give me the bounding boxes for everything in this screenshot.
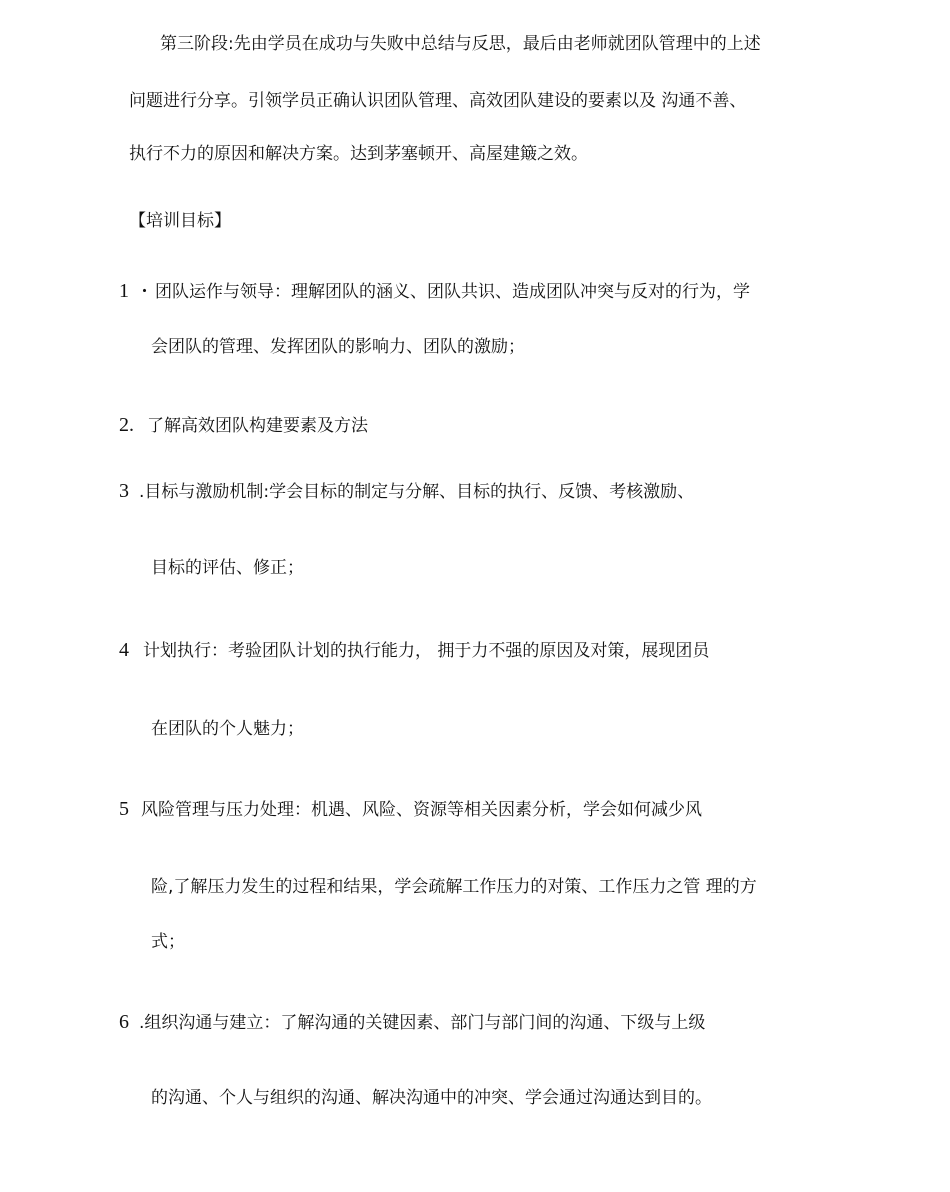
- item-5-line-1: 风险管理与压力处理：机遇、风险、资源等相关因素分析，学会如何减少风: [141, 800, 702, 820]
- intro-line-1: 第三阶段:先由学员在成功与失败中总结与反思，最后由老师就团队管理中的上述: [160, 34, 761, 54]
- intro-line-3: 执行不力的原因和解决方案。达到茅塞顿开、高屋建簸之效。: [129, 144, 588, 164]
- item-4-line-2: 在团队的个人魅力；: [151, 719, 304, 739]
- item-6-line-1: .组织沟通与建立：了解沟通的关键因素、部门与部门间的沟通、下级与上级: [139, 1013, 706, 1033]
- item-5-line-3: 式；: [151, 932, 185, 952]
- item-4-number: 4: [119, 639, 129, 661]
- intro-line-2: 问题进行分享。引领学员正确认识团队管理、高效团队建设的要素以及 沟通不善、: [129, 91, 747, 111]
- item-5-number: 5: [119, 798, 129, 820]
- item-3-line-2: 目标的评估、修正；: [151, 558, 304, 578]
- item-2-line-1: 了解高效团队构建要素及方法: [147, 416, 368, 436]
- item-3-line-1: .目标与激励机制:学会目标的制定与分解、目标的执行、反馈、考核激励、: [139, 482, 695, 502]
- item-3-number: 3: [119, 480, 129, 502]
- item-1-separator: ・: [136, 282, 153, 302]
- item-4-line-1: 计划执行：考验团队计划的执行能力， 拥于力不强的原因及对策，展现团员: [143, 641, 710, 661]
- item-5-line-2: 险,了解压力发生的过程和结果，学会疏解工作压力的对策、工作压力之管 理的方: [151, 877, 757, 897]
- item-1-line-1: 团队运作与领导：理解团队的涵义、团队共识、造成团队冲突与反对的行为，学: [155, 282, 750, 302]
- item-6-number: 6: [119, 1011, 129, 1033]
- section-heading: 【培训目标】: [129, 211, 231, 231]
- item-1-number: 1: [119, 280, 129, 302]
- item-1-line-2: 会团队的管理、发挥团队的影响力、团队的激励；: [151, 337, 525, 357]
- item-6-line-2: 的沟通、个人与组织的沟通、解决沟通中的冲突、学会通过沟通达到目的。: [151, 1088, 712, 1108]
- item-2-number: 2.: [119, 414, 134, 436]
